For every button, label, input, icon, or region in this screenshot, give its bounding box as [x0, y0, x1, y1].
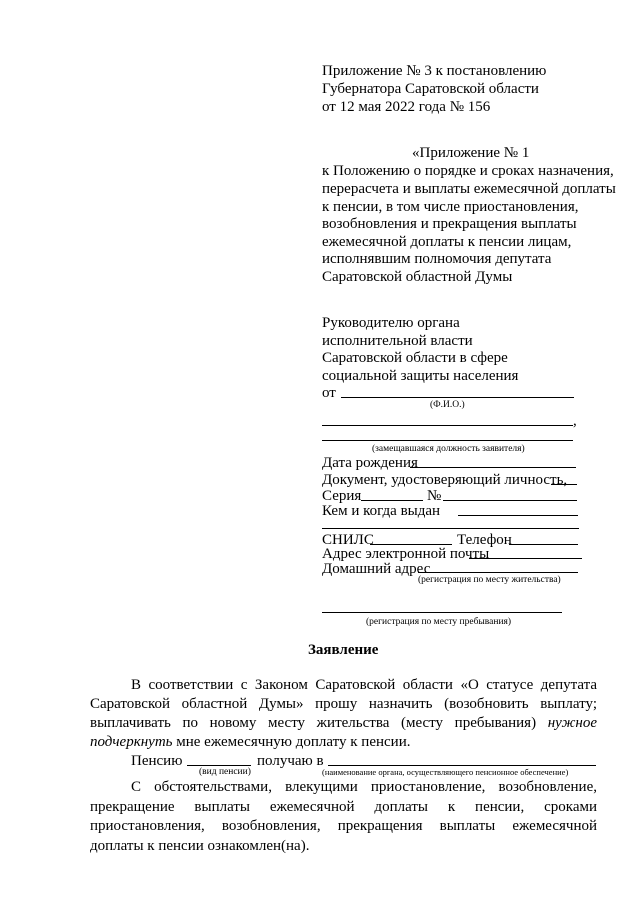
- id-document-label: Документ, удостоверяющий личность,: [322, 472, 568, 488]
- issued-by-label: Кем и когда выдан: [322, 503, 441, 519]
- position-caption: (замещавшаяся должность заявителя): [372, 444, 525, 454]
- header-line-3: от 12 мая 2022 года № 156: [322, 99, 491, 115]
- statement-p1-line4: [90, 733, 411, 751]
- pension-type-caption: (вид пенсии): [199, 767, 251, 777]
- fio-continuation-field[interactable]: [322, 425, 573, 426]
- comma: ,: [573, 413, 577, 429]
- series-label: Серия: [322, 488, 362, 504]
- birth-date-label: Дата рождения: [322, 455, 418, 471]
- number-field[interactable]: [443, 500, 577, 501]
- appendix-line: перерасчета и выплаты ежемесячной доплаты: [322, 181, 616, 197]
- pension-org-caption: (наименование органа, осуществляющего пенсионное обеспечение): [322, 767, 569, 777]
- phone-field[interactable]: [509, 544, 578, 545]
- appendix-line: возобновления и прекращения выплаты: [322, 216, 577, 232]
- addressee-line: Саратовской области в сфере: [322, 350, 508, 366]
- statement-p1-line3-text: выплачивать по новому месту жительства (месту пребывания): [90, 715, 537, 731]
- position-field[interactable]: [322, 440, 573, 441]
- fio-field[interactable]: [341, 397, 574, 398]
- statement-p1-line4-italic: подчеркнуть: [90, 734, 173, 750]
- reg-stay-field[interactable]: [322, 612, 562, 613]
- statement-title: Заявление: [308, 642, 379, 658]
- pension-org-field[interactable]: [328, 765, 596, 766]
- issued-by-field[interactable]: [458, 515, 578, 516]
- reg-stay-caption: (регистрация по месту пребывания): [366, 617, 512, 627]
- appendix-line: Саратовской областной Думы: [322, 269, 513, 285]
- header-line-1: Приложение № 3 к постановлению: [322, 63, 547, 79]
- statement-p2: С обстоятельствами, влекущими приостановление, возобновление, прекращение выплаты ежемесячной доплаты к пенсии, сроками приостановления, возобновления, прекращения выплаты ежемесячной доплаты к пенсии ознакомлен(на).: [90, 779, 597, 854]
- email-label: Адрес электронной почты: [322, 546, 490, 562]
- statement-p1-line4-text: мне ежемесячную доплату к пенсии.: [172, 734, 411, 750]
- addressee-line: исполнительной власти: [322, 333, 473, 349]
- statement-p1-line3-italic: нужное: [547, 715, 597, 731]
- email-field[interactable]: [469, 558, 582, 559]
- statement-p1-line1: В соответствии с Законом Саратовской области «О статусе депутата: [131, 677, 597, 693]
- statement-p1-line3: [90, 714, 597, 733]
- id-document-field[interactable]: [551, 484, 577, 485]
- fio-caption: (Ф.И.О.): [430, 400, 465, 410]
- issued-by-field-2[interactable]: [322, 528, 579, 529]
- home-address-label: Домашний адрес: [322, 561, 431, 577]
- addressee-line: социальной защиты населения: [322, 368, 519, 384]
- snils-label: СНИЛС: [322, 532, 374, 548]
- number-label: №: [427, 488, 442, 504]
- home-address-field[interactable]: [418, 572, 578, 573]
- birth-date-field[interactable]: [410, 467, 576, 468]
- statement-p1-line2: Саратовской областной Думы» прошу назначить (возобновить выплату;: [90, 696, 597, 712]
- appendix-line: исполнявшим полномочия депутата: [322, 251, 552, 267]
- appendix-line: к пенсии, в том числе приостановления,: [322, 199, 579, 215]
- header-line-2: Губернатора Саратовской области: [322, 81, 539, 97]
- phone-label: Телефон: [457, 532, 512, 548]
- reg-residence-caption: (регистрация по месту жительства): [418, 575, 561, 585]
- pension-label: Пенсию: [131, 753, 183, 769]
- appendix-title: «Приложение № 1: [412, 145, 530, 161]
- appendix-line: к Положению о порядке и сроках назначения,: [322, 163, 614, 179]
- series-field[interactable]: [361, 500, 423, 501]
- receive-label: получаю в: [257, 753, 324, 769]
- pension-type-field[interactable]: [187, 765, 251, 766]
- appendix-line: ежемесячной доплаты к пенсии лицам,: [322, 234, 572, 250]
- from-label: от: [322, 385, 336, 401]
- addressee-line: Руководителю органа: [322, 315, 460, 331]
